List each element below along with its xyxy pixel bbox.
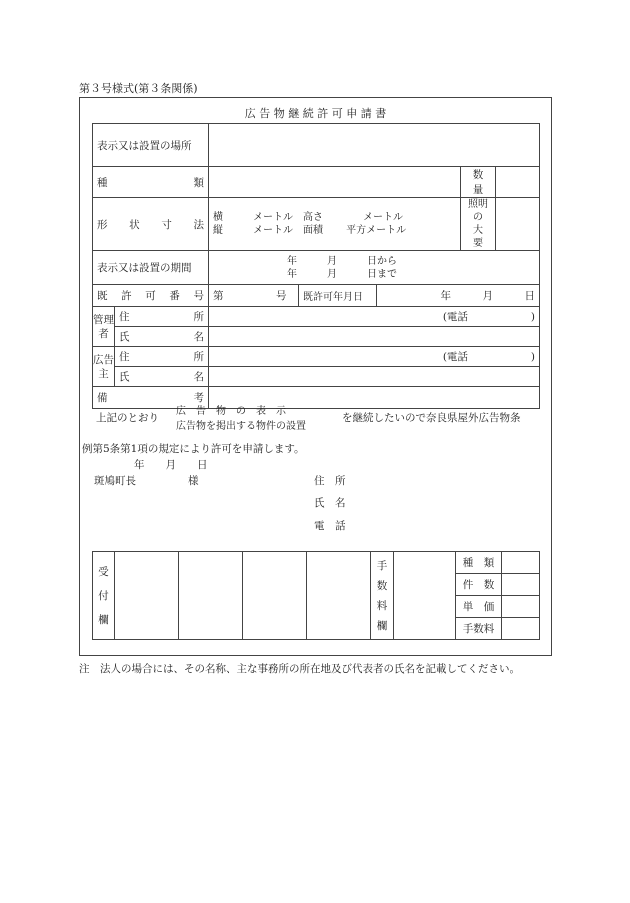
- type-value[interactable]: [209, 167, 461, 198]
- manager-address-value[interactable]: (電話 ): [209, 307, 540, 327]
- fee-item-unit-price-value[interactable]: [502, 596, 540, 618]
- form-number: 第３号様式(第３条関係): [79, 82, 198, 95]
- dimensions-value[interactable]: 横 メートル 高さ メートル 縦 メートル 面積 平方メートル: [209, 198, 461, 251]
- fee-item-type-value[interactable]: [502, 552, 540, 574]
- manager-label: 管理者: [93, 307, 115, 347]
- fee-item-fee: 手数料: [456, 618, 502, 640]
- location-value[interactable]: [209, 124, 540, 167]
- manager-name-value[interactable]: [209, 327, 540, 347]
- fee-stamp-cell[interactable]: [394, 552, 456, 640]
- fee-label: 手 数 料 欄: [371, 552, 394, 640]
- fee-item-count-value[interactable]: [502, 574, 540, 596]
- receipt-cell-4[interactable]: [307, 552, 371, 640]
- body-suffix: を継続したいので奈良県屋外広告物条: [342, 412, 521, 424]
- type-label: 種: [97, 176, 108, 189]
- advertiser-name-value[interactable]: [209, 367, 540, 387]
- fee-item-unit-price: 単 価: [456, 596, 502, 618]
- receipt-cell-3[interactable]: [243, 552, 307, 640]
- quantity-value[interactable]: [496, 167, 540, 198]
- permit-number-label: 既 許 可 番 号: [97, 290, 204, 302]
- fee-item-fee-value[interactable]: [502, 618, 540, 640]
- body-prefix: 上記のとおり: [96, 412, 159, 424]
- receipt-cell-2[interactable]: [179, 552, 243, 640]
- advertiser-address-value[interactable]: (電話 ): [209, 347, 540, 367]
- addressee-honorific: 様: [188, 475, 199, 487]
- application-table: 表示又は設置の場所 種 類 数 量 形 状 寸 法 横 メートル 高さ メートル 縦 メートル 面積 平方メートル 照明の 大 要 表示又は設置の期間 年 月 日から 年 月 日まで 既 許 可 番 号 第 号 既許可年月日 年 月 日 管理者 住 所 (電話 ) 氏 名 広告主 住 所 (電話 ) 氏 名 備 考: [92, 123, 540, 409]
- form-title: 広 告 物 継 続 許 可 申 請 書: [244, 107, 387, 120]
- application-date: 年 月 日: [134, 459, 208, 471]
- shape-label: 形 状 寸 法: [97, 218, 204, 231]
- remarks-label: 備 考: [97, 392, 204, 404]
- period-label: 表示又は設置の期間: [93, 251, 209, 285]
- body-line2: 例第5条第1項の規定により許可を申請します。: [82, 443, 305, 455]
- advertiser-label: 広告主: [93, 347, 115, 387]
- footnote: 注 法人の場合には、その名称、主な事務所の所在地及び代表者の氏名を記載してください。: [79, 663, 520, 675]
- applicant-phone-label: 電 話: [314, 520, 346, 532]
- location-label: 表示又は設置の場所: [93, 124, 209, 167]
- applicant-name-label: 氏 名: [314, 497, 346, 509]
- quantity-label: 数 量: [461, 167, 496, 198]
- lighting-label: 照明の 大 要: [461, 198, 496, 251]
- applicant-address-label: 住 所: [314, 475, 346, 487]
- lighting-value[interactable]: [496, 198, 540, 251]
- receipt-label: 受 付 欄: [93, 552, 115, 640]
- permit-date-label: 既許可年月日: [299, 285, 377, 307]
- fee-item-type: 種 類: [456, 552, 502, 574]
- fee-item-count: 件 数: [456, 574, 502, 596]
- addressee: 斑鳩町長: [94, 475, 136, 487]
- body-option-display: 広 告 物 の 表 示: [176, 406, 286, 417]
- receipt-cell-1[interactable]: [115, 552, 179, 640]
- receipt-table: [92, 551, 540, 640]
- body-option-install: 広告物を掲出する物件の設置: [176, 421, 306, 432]
- permit-date-value[interactable]: 年 月 日: [377, 285, 540, 307]
- permit-number-value[interactable]: 第 号: [209, 285, 299, 307]
- period-value[interactable]: 年 月 日から 年 月 日まで: [209, 251, 540, 285]
